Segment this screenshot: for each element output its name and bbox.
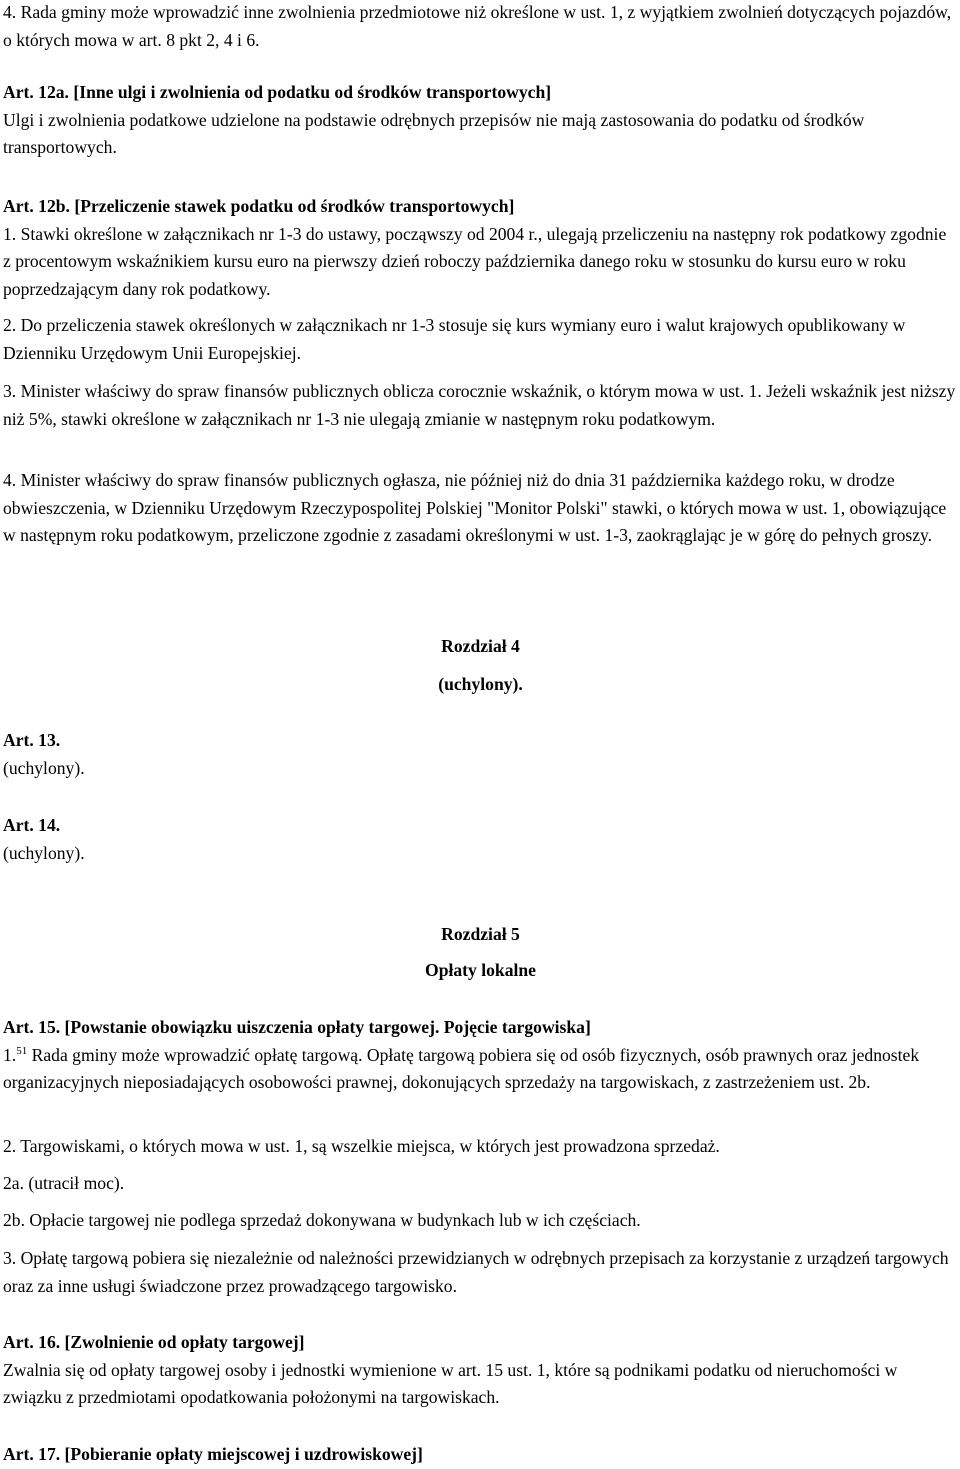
body-text: 2b. Opłacie targowej nie podlega sprzedaż dokonywana w budynkach lub w ich częściach. (3, 1210, 641, 1230)
body-text: 2. Targowiskami, o których mowa w ust. 1, są wszelkie miejsca, w których jest prowadzona sprzedaż. (3, 1136, 720, 1156)
chapter-heading: Rozdział 5 (441, 924, 520, 944)
art-14 (3, 812, 958, 867)
body-text: 1. Stawki określone w załącznikach nr 1-3 do ustawy, począwszy od 2004 r., ulegają przeliczeniu na następny rok podatkowy zgodnie z procentowym wskaźnikiem kursu euro na pierwszy dzień roboczy października danego roku w stosunku do kursu euro w roku poprzedzającym dany rok podatkowy. (3, 223, 947, 299)
art-15 (3, 1014, 958, 1097)
body-text: 2a. (utracił moc). (3, 1173, 125, 1193)
art-12b (3, 193, 958, 303)
art-16 (3, 1329, 958, 1412)
chapter-heading: Opłaty lokalne (425, 960, 536, 980)
footnote-marker[interactable]: 51 (16, 1044, 28, 1057)
article-heading: Art. 14. (3, 815, 61, 835)
body-text: (uchylony). (3, 842, 85, 863)
rozdzial-4-status (3, 671, 958, 699)
art-13 (3, 727, 958, 782)
article-heading: Art. 13. (3, 730, 61, 750)
chapter-heading: Rozdział 4 (441, 636, 520, 656)
article-heading: Art. 15. [Powstanie obowiązku uiszczenia opłaty targowej. Pojęcie targowiska] (3, 1017, 591, 1037)
art-12b-ust3 (3, 378, 958, 433)
chapter-heading: (uchylony). (438, 674, 523, 694)
art-15-ust3 (3, 1245, 958, 1300)
article-heading: Art. 12a. [Inne ulgi i zwolnienia od podatku od środków transportowych] (3, 82, 552, 102)
p-ust4 (3, 0, 958, 54)
rozdzial-5-title (3, 921, 958, 949)
body-text: (uchylony). (3, 757, 85, 778)
art-12a (3, 79, 958, 162)
body-text: 1. (3, 1044, 17, 1065)
body-text: 4. Minister właściwy do spraw finansów publicznych ogłasza, nie później niż do dnia 31 października każdego roku, w drodze obwieszczenia, w Dzienniku Urzędowym Rzeczypospolitej Polskiej "Monitor Polski" stawki, o których mowa w ust. 1, obowiązujące w następnym roku podatkowym, przeliczone zgodnie z zasadami określonymi w ust. 1-3, zaokrąglając je w górę do pełnych groszy. (3, 470, 947, 545)
art-15-ust2a (3, 1170, 958, 1198)
art-17 (3, 1441, 958, 1469)
art-15-ust2b (3, 1207, 958, 1235)
body-text: Ulgi i zwolnienia podatkowe udzielone na podstawie odrębnych przepisów nie mają zastosowania do podatku od środków transportowych. (3, 109, 865, 157)
body-text: 3. Minister właściwy do spraw finansów publicznych oblicza corocznie wskaźnik, o którym mowa w ust. 1. Jeżeli wskaźnik jest niższy niż 5%, stawki określone w załącznikach nr 1-3 nie ulegają zmianie w następnym roku podatkowym. (3, 381, 956, 429)
body-text: Rada gminy może wprowadzić opłatę targową. Opłatę targową pobiera się od osób fizycznych, osób prawnych oraz jednostek organizacyjnych nieposiadających osobowości prawnej, dokonujących sprzedaży na targowiskach, z zastrzeżeniem ust. 2b. (3, 1044, 920, 1092)
body-text: 4. Rada gminy może wprowadzić inne zwolnienia przedmiotowe niż określone w ust. 1, z wyjątkiem zwolnień dotyczących pojazdów, o których mowa w art. 8 pkt 2, 4 i 6. (3, 2, 952, 50)
rozdzial-4-title (3, 633, 958, 661)
art-12b-ust4 (3, 467, 958, 550)
article-heading: Art. 16. [Zwolnienie od opłaty targowej] (3, 1332, 305, 1352)
art-12b-ust2 (3, 312, 958, 367)
body-text: 2. Do przeliczenia stawek określonych w załącznikach nr 1-3 stosuje się kurs wymiany euro i walut krajowych opublikowany w Dzienniku Urzędowym Unii Europejskiej. (3, 315, 906, 363)
rozdzial-5-subtitle (3, 957, 958, 985)
art-15-ust2 (3, 1133, 958, 1161)
article-heading: Art. 17. [Pobieranie opłaty miejscowej i uzdrowiskowej] (3, 1444, 423, 1464)
article-heading: Art. 12b. [Przeliczenie stawek podatku od środków transportowych] (3, 196, 515, 216)
body-text: Zwalnia się od opłaty targowej osoby i jednostki wymienione w art. 15 ust. 1, które są podnikami podatku od nieruchomości w związku z przedmiotami opodatkowania położonymi na targowiskach. (3, 1359, 898, 1407)
body-text: 3. Opłatę targową pobiera się niezależnie od należności przewidzianych w odrębnych przepisach za korzystanie z urządzeń targowych oraz za inne usługi świadczone przez prowadzącego targowisko. (3, 1248, 949, 1296)
